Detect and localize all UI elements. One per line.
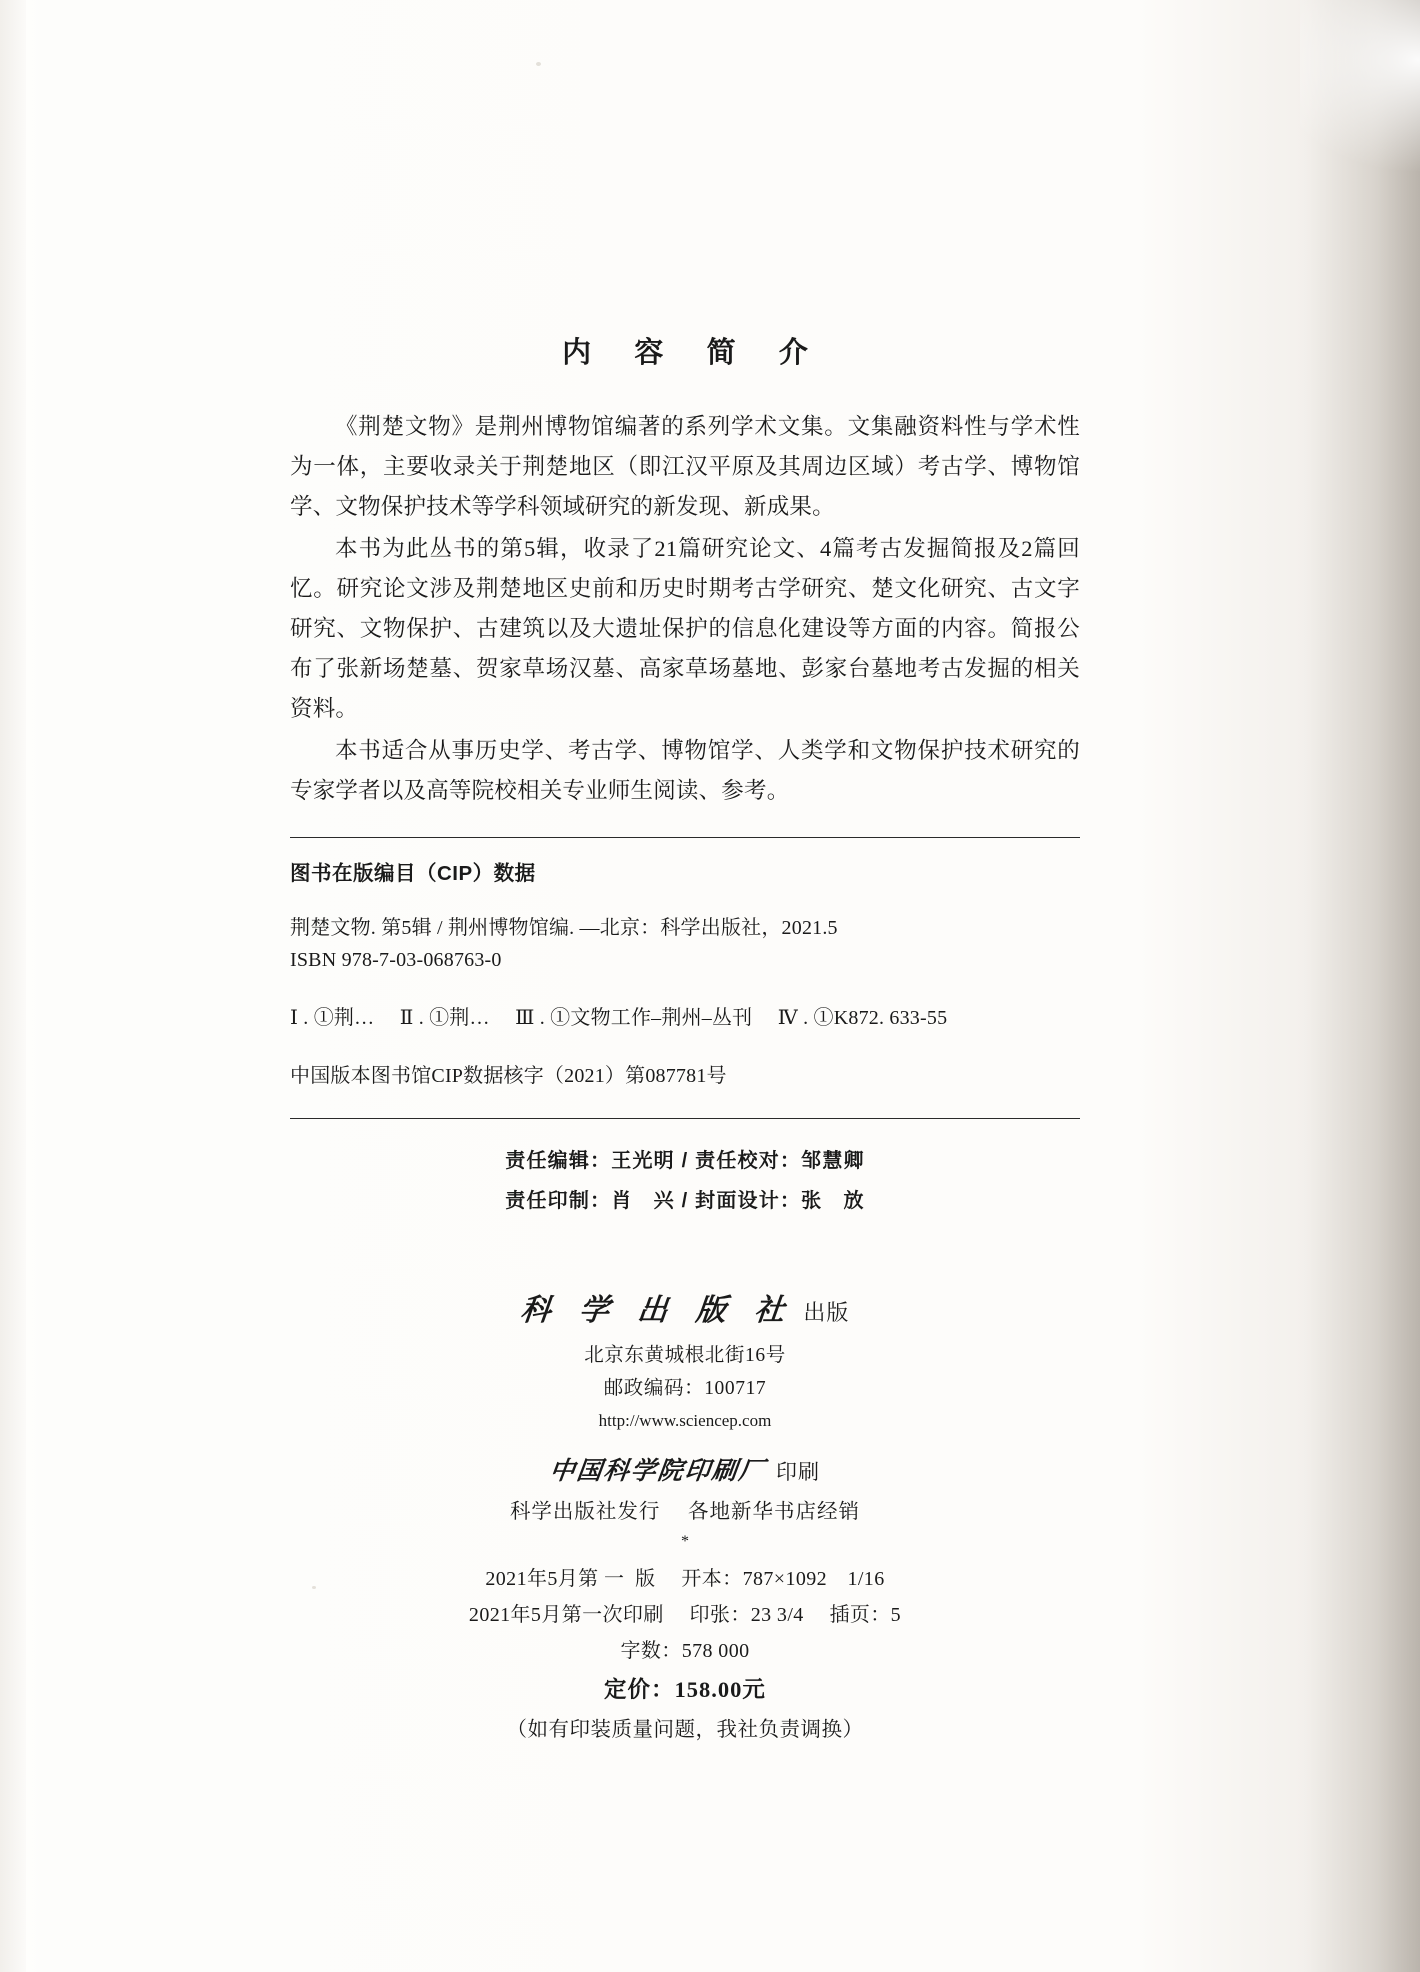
imprint-block	[290, 1285, 1080, 1555]
cip-block	[290, 838, 1080, 1092]
cip-classification: Ⅰ . ①荆… Ⅱ . ①荆… Ⅲ . ①文物工作–荆州–丛刊 Ⅳ . ①K872. 633-55	[290, 1007, 948, 1029]
distribution-line: 科学出版社发行 各地新华书店经销	[509, 1501, 861, 1523]
publisher-suffix: 出版	[803, 1300, 850, 1325]
scan-speck	[536, 62, 541, 66]
publisher-address: 北京东黄城根北街16号	[584, 1345, 786, 1366]
printer-suffix: 印刷	[776, 1460, 820, 1484]
publication-specs	[290, 1561, 1080, 1749]
page-title: 内 容 简 介	[562, 337, 826, 369]
cip-heading: 图书在版编目（CIP）数据	[290, 862, 536, 885]
cip-title-line: 荆楚文物. 第5辑 / 荆州博物馆编. —北京：科学出版社，2021.5	[290, 917, 838, 939]
staff-line-production: 责任印制：肖 兴 / 封面设计：张 放	[505, 1190, 865, 1212]
spec-wordcount-row: 字数：578 000	[620, 1640, 750, 1662]
page-content	[290, 330, 1080, 1749]
printer-line	[290, 1451, 1080, 1487]
summary-paragraph-2: 本书为此丛书的第5辑，收录了21篇研究论文、4篇考古发掘简报及2篇回忆。研究论文涉及荆楚地区史前和历史时期考古学研究、楚文化研究、古文字研究、文物保护、古建筑以及大遗址保护的信息化建设等方面的内容。简报公布了张新场楚墓、贺家草场汉墓、高家草场墓地、彭家台墓地考古发掘的相关资料。	[290, 536, 1080, 721]
price-line: 定价：158.00元	[604, 1677, 766, 1702]
summary-paragraph-3: 本书适合从事历史学、考古学、博物馆学、人类学和文物保护技术研究的专家学者以及高等院校相关专业师生阅读、参考。	[290, 738, 1080, 803]
quality-note: （如有印装质量问题，我社负责调换）	[506, 1719, 864, 1741]
cip-archive-number: 中国版本图书馆CIP数据核字（2021）第087781号	[290, 1065, 727, 1087]
staff-line-editor: 责任编辑：王光明 / 责任校对：邹慧卿	[505, 1150, 865, 1172]
publisher-postcode: 邮政编码：100717	[603, 1378, 767, 1399]
spec-printing-row: 2021年5月第一次印刷 印张：23 3/4 插页：5	[468, 1604, 902, 1626]
cip-isbn: ISBN 978-7-03-068763-0	[290, 949, 502, 971]
summary-paragraph-1: 《荆楚文物》是荆州博物馆编著的系列学术文集。文集融资料性与学术性为一体，主要收录关于荆楚地区（即江汉平原及其周边区域）考古学、博物馆学、文物保护技术等学科领域研究的新发现、新成果。	[290, 414, 1080, 519]
staff-credits	[290, 1119, 1080, 1227]
publisher-logo: 科 学 出 版 社	[518, 1293, 795, 1328]
publisher-website[interactable]: http://www.sciencep.com	[598, 1411, 772, 1430]
separator-asterisk: *	[681, 1533, 689, 1550]
printer-logo: 中国科学院印刷厂	[548, 1456, 768, 1485]
spec-edition-row: 2021年5月第 一 版 开本：787×1092 1/16	[485, 1568, 885, 1590]
publisher-line	[290, 1285, 1080, 1329]
